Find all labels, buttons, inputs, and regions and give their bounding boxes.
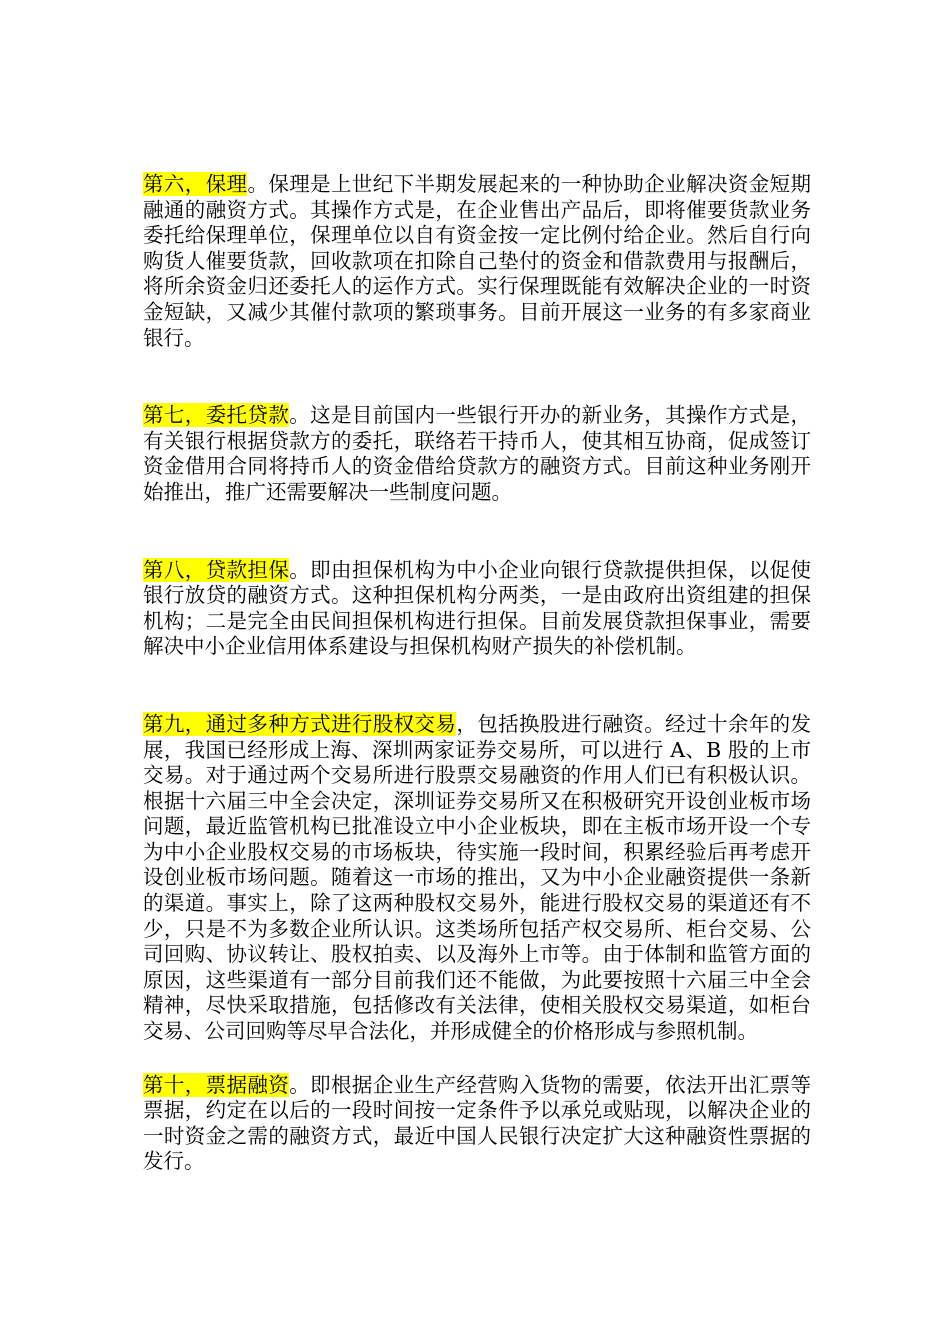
paragraph-body: 。保理是上世纪下半期发展起来的一种协助企业解决资金短期融通的融资方式。其操作方式是，在企业售出产品后，即将催要货款业务委托给保理单位，保理单位以自有资金按一定比例付给企业。然后自行向购货人催要货款，回收款项在扣除自己垫付的资金和借款费用与报酬后，将所余资金归还委托人的运作方式。实行保理既能有效解决企业的一时资金短缺，又减少其催付款项的繁琐事务。目前开展这一业务的有多家商业银行。 [143, 172, 812, 350]
highlighted-heading: 第七，委托贷款 [143, 403, 290, 428]
paragraph-body: ，包括换股进行融资。经过十余年的发展，我国已经形成上海、深圳两家证券交易所，可以进行 A、B 股的上市交易。对于通过两个交易所进行股票交易融资的作用人们已有积极认识。根据十六届三中全会决定，深圳证券交易所又在积极研究开设创业板市场问题，最近监管机构已批准设立中小企业板块，即在主板市场开设一个专为中小企业股权交易的市场板块，待实施一段时间，积累经验后再考虑开设创业板市场问题。随着这一市场的推出，又为中小企业融资提供一条新的渠道。事实上，除了这两种股权交易外，能进行股权交易的渠道还有不少，只是不为多数企业所认识。这类场所包括产权交易所、柜台交易、公司回购、协议转让、股权拍卖、以及海外上市等。由于体制和监管方面的原因，这些渠道有一部分目前我们还不能做，为此要按照十六届三中全会精神，尽快采取措施，包括修改有关法律，使相关股权交易渠道，如柜台交易、公司回购等尽早合法化，并形成健全的价格形成与参照机制。 [143, 711, 812, 1044]
highlighted-heading: 第八，贷款担保 [143, 557, 290, 582]
paragraph-bill-financing [143, 1073, 811, 1175]
paragraph-entrusted-loan [143, 403, 811, 505]
paragraph-factoring [143, 172, 811, 351]
highlighted-heading: 第十，票据融资 [143, 1072, 290, 1097]
highlighted-heading: 第六，保理 [143, 172, 248, 196]
document-page [143, 172, 811, 1175]
highlighted-heading: 第九，通过多种方式进行股权交易 [143, 711, 457, 736]
paragraph-equity-trading [143, 712, 811, 1045]
paragraph-body: 。这是目前国内一些银行开办的新业务，其操作方式是，有关银行根据贷款方的委托，联络若干持币人，使其相互协商，促成签订资金借用合同将持币人的资金借给贷款方的融资方式。目前这种业务刚开始推出，推广还需要解决一些制度问题。 [143, 403, 812, 504]
paragraph-body: 。即由担保机构为中小企业向银行贷款提供担保，以促使银行放贷的融资方式。这种担保机构分两类，一是由政府出资组建的担保机构；二是完全由民间担保机构进行担保。目前发展贷款担保事业，需要解决中小企业信用体系建设与担保机构财产损失的补偿机制。 [143, 557, 812, 659]
paragraph-body: 。即根据企业生产经营购入货物的需要，依法开出汇票等票据，约定在以后的一段时间按一定条件予以承兑或贴现，以解决企业的一时资金之需的融资方式，最近中国人民银行决定扩大这种融资性票据的发行。 [143, 1072, 812, 1174]
paragraph-loan-guarantee [143, 558, 811, 660]
